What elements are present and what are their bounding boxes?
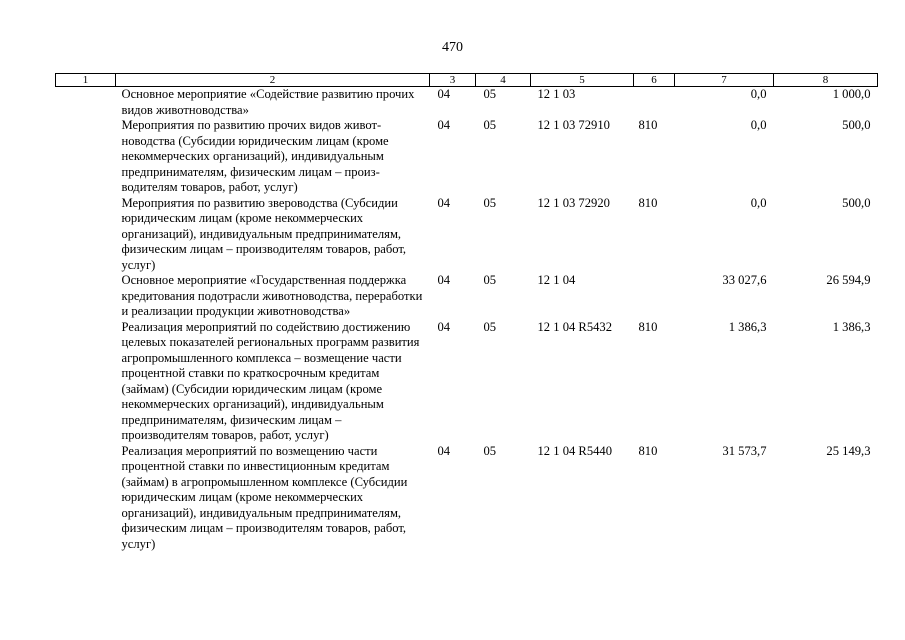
- row-amount-year1: 0,0: [750, 118, 767, 132]
- row-subsection: 05: [483, 273, 497, 287]
- row-amount-year2: 500,0: [842, 195, 871, 210]
- row-name: Основное мероприятие «Содействие развитию прочих видов животноводства»: [121, 87, 415, 117]
- row-amount-year1: 0,0: [750, 87, 767, 101]
- row-name: Реализация мероприятий по содействию достижению целевых показателей региональных программ развития агропромышленного комплекса – возмещение части процентной ставки по краткосрочным кредитам (займам) (Субсидии юридическим лицам (кроме некоммерческих организаций), индивидуальным предпринимателям, физическим лицам – производителям товаров, работ, услуг): [121, 319, 420, 442]
- header-row: [56, 74, 878, 87]
- row-amount-year2: 26 594,9: [826, 273, 871, 287]
- row-amount-year1: 0,0: [750, 195, 767, 210]
- row-blank-cell: [56, 273, 116, 320]
- table-row: [56, 273, 878, 320]
- row-amount-year1: 1 386,3: [728, 319, 767, 334]
- header-cell-5: 5: [531, 74, 634, 87]
- row-amount-year1: 33 027,6: [722, 273, 767, 287]
- row-amount-year2: 500,0: [842, 118, 871, 132]
- header-cell-1: 1: [56, 74, 116, 87]
- header-cell-6: 6: [634, 74, 675, 87]
- row-blank-cell: [56, 444, 116, 553]
- row-subsection: 05: [483, 87, 497, 101]
- row-blank-cell: [56, 196, 116, 274]
- row-target-code: 12 1 03: [537, 87, 576, 101]
- row-expense-type: 810: [638, 443, 658, 458]
- row-target-code: 12 1 04 R5440: [537, 443, 613, 458]
- row-subsection: 05: [483, 195, 497, 210]
- row-subsection: 05: [483, 319, 497, 334]
- row-amount-year2: 1 000,0: [832, 87, 871, 101]
- row-section: 04: [437, 319, 451, 334]
- header-cell-7: 7: [675, 74, 774, 87]
- row-expense-type: 810: [638, 319, 658, 334]
- header-cell-2: 2: [116, 74, 430, 87]
- row-target-code: 12 1 04: [537, 273, 576, 287]
- table-row: [56, 196, 878, 274]
- row-expense-type: [634, 87, 675, 119]
- row-blank-cell: [56, 118, 116, 196]
- row-name: Мероприятия по развитию звероводства (Субсидии юридическим лицам (кроме некоммерческих организаций), индивидуальным предпринимателям, физическим лицам – производителям товаров, работ, услуг): [121, 195, 407, 272]
- row-expense-type: [634, 273, 675, 320]
- header-cell-8: 8: [774, 74, 878, 87]
- row-target-code: 12 1 03 72910: [537, 118, 610, 132]
- budget-table: [55, 73, 878, 552]
- table-row: [56, 118, 878, 196]
- row-target-code: 12 1 03 72920: [537, 195, 610, 210]
- row-amount-year1: 31 573,7: [722, 443, 767, 458]
- table-row: [56, 87, 878, 119]
- row-name: Основное мероприятие «Государственная поддержка кредитования подотрасли животноводства, переработки и реализации продукции животноводства»: [121, 273, 423, 318]
- row-expense-type: 810: [638, 118, 658, 132]
- row-section: 04: [437, 195, 451, 210]
- row-name: Реализация мероприятий по возмещению части процентной ставки по инвестиционным кредитам (займам) в агропромышленном комплексе (Субсидии юридическим лицам (кроме некоммерческих организаций), индивидуальным предпринимателям, физическим лицам – производителям товаров, работ, услуг): [121, 443, 408, 551]
- header-cell-4: 4: [476, 74, 531, 87]
- table-row: [56, 320, 878, 444]
- row-section: 04: [437, 87, 451, 101]
- table-row: [56, 444, 878, 553]
- row-section: 04: [437, 273, 451, 287]
- header-cell-3: 3: [430, 74, 476, 87]
- page-number: 470: [442, 40, 463, 55]
- row-subsection: 05: [483, 118, 497, 132]
- row-name: Мероприятия по развитию прочих видов животноводства (Субсидии юридическим лицам (кроме некоммерческих организаций), индивидуальным предпринимателям, физическим лицам – производителям товаров, работ, услуг): [121, 118, 389, 194]
- row-section: 04: [437, 118, 451, 132]
- row-subsection: 05: [483, 443, 497, 458]
- row-amount-year2: 25 149,3: [826, 443, 871, 458]
- row-blank-cell: [56, 320, 116, 444]
- row-expense-type: 810: [638, 195, 658, 210]
- row-target-code: 12 1 04 R5432: [537, 319, 613, 334]
- row-section: 04: [437, 443, 451, 458]
- row-blank-cell: [56, 87, 116, 119]
- row-amount-year2: 1 386,3: [832, 319, 871, 334]
